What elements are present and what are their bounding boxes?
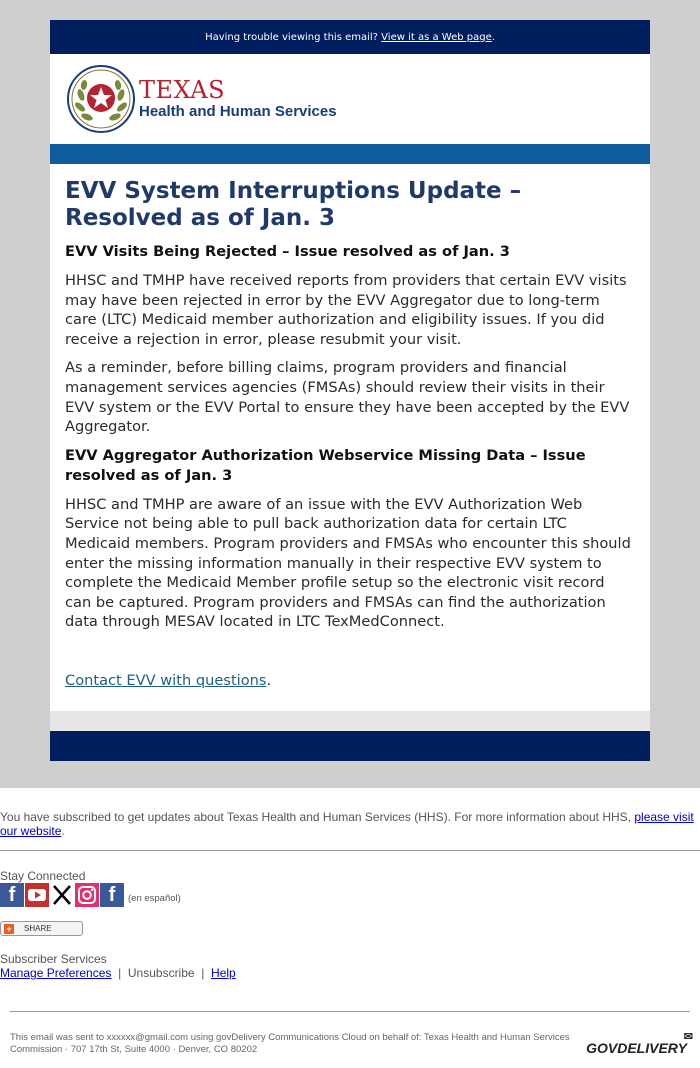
contact-evv-link[interactable]: Contact EVV with questions: [65, 671, 267, 689]
social-icons: [0, 883, 700, 907]
help-link[interactable]: Help: [211, 966, 236, 980]
share-button[interactable]: [0, 921, 83, 936]
section1-heading: EVV Visits Being Rejected – Issue resolved as of Jan. 3: [65, 243, 510, 260]
share-label: SHARE: [24, 924, 52, 933]
espanol-label: (en español): [128, 893, 181, 904]
section1-paragraph-1: HHSC and TMHP have received reports from providers that certain EVV visits may have been rejected in error by the EVV Aggregator due to long-term care (LTC) Medicaid member authorization and eligibility issues. If you did receive a rejection in error, please resubmit your visit.: [65, 272, 627, 348]
blue-divider-bar: [50, 144, 650, 164]
x-icon[interactable]: [50, 883, 74, 907]
logo-subtitle: Health and Human Services: [139, 103, 337, 120]
section2-paragraph-1: HHSC and TMHP are aware of an issue with the EVV Authorization Web Service not being able to pull back authorization data for certain LTC Medicaid members. Program providers and FMSAs who encounter this should enter the missing information manually in their respective EVV system to complete the Medicaid Member profile setup so the electronic visit record can be captured. Program providers and FMSAs can find the authorization data through MESAV located in LTC TexMedConnect.: [65, 495, 631, 631]
govdelivery-logo: GOVDELIVERY ✉: [586, 1031, 693, 1056]
section2-heading: EVV Aggregator Authorization Webservice Missing Data – Issue resolved as of Jan. 3: [65, 446, 586, 484]
youtube-icon[interactable]: [25, 883, 49, 907]
email-container: [50, 20, 650, 761]
unsubscribe-link[interactable]: Unsubscribe: [127, 966, 195, 980]
top-banner: Having trouble viewing this email? View it as a Web page .: [50, 20, 650, 54]
instagram-icon[interactable]: [75, 883, 99, 907]
hhs-logo: [50, 54, 650, 144]
article-title: EVV System Interruptions Update – Resolved as of Jan. 3: [65, 178, 522, 231]
subscription-notice: You have subscribed to get updates about Texas Health and Human Services (HHS). For more information about HHS, please visit our website.: [0, 810, 694, 838]
web-page-link[interactable]: View it as a Web page: [381, 31, 492, 43]
footer-divider: [0, 850, 700, 851]
stay-connected-label: Stay Connected: [0, 869, 86, 883]
share-plus-icon: +: [4, 924, 14, 934]
visit-website-link[interactable]: please visit our website: [0, 810, 694, 838]
sent-to-text: This email was sent to xxxxxx@gmail.com using govDelivery Communications Cloud on behalf of: Texas Health and Human Services Commission · 707 17th St, Suite 4000 · Denver, CO 80202: [10, 1032, 570, 1055]
section1-paragraph-2: As a reminder, before billing claims, program providers and financial management services agencies (FMSAs) should review their visits in their EVV system or the EVV Portal to ensure they have been accepted by the EVV Aggregator.: [65, 359, 630, 436]
facebook-espanol-icon[interactable]: f: [100, 883, 124, 907]
envelope-icon: ✉: [683, 1031, 693, 1043]
subscriber-services-label: Subscriber Services: [0, 952, 107, 966]
texas-seal-icon: [67, 65, 135, 133]
contact-line: Contact EVV with questions.: [65, 671, 272, 689]
subscription-footer: [0, 788, 700, 1056]
sender-info: [10, 1011, 693, 1056]
trouble-text: Having trouble viewing this email?: [205, 31, 378, 43]
gray-divider-bar: [50, 711, 650, 731]
article-body: [50, 164, 650, 699]
email-footer-bar: [50, 731, 650, 761]
manage-preferences-link[interactable]: Manage Preferences: [0, 966, 112, 980]
facebook-icon[interactable]: f: [0, 883, 24, 907]
subscriber-services: Subscriber Services Manage Preferences | Unsubscribe | Help: [0, 952, 700, 980]
logo-texas: TEXAS: [139, 76, 226, 104]
